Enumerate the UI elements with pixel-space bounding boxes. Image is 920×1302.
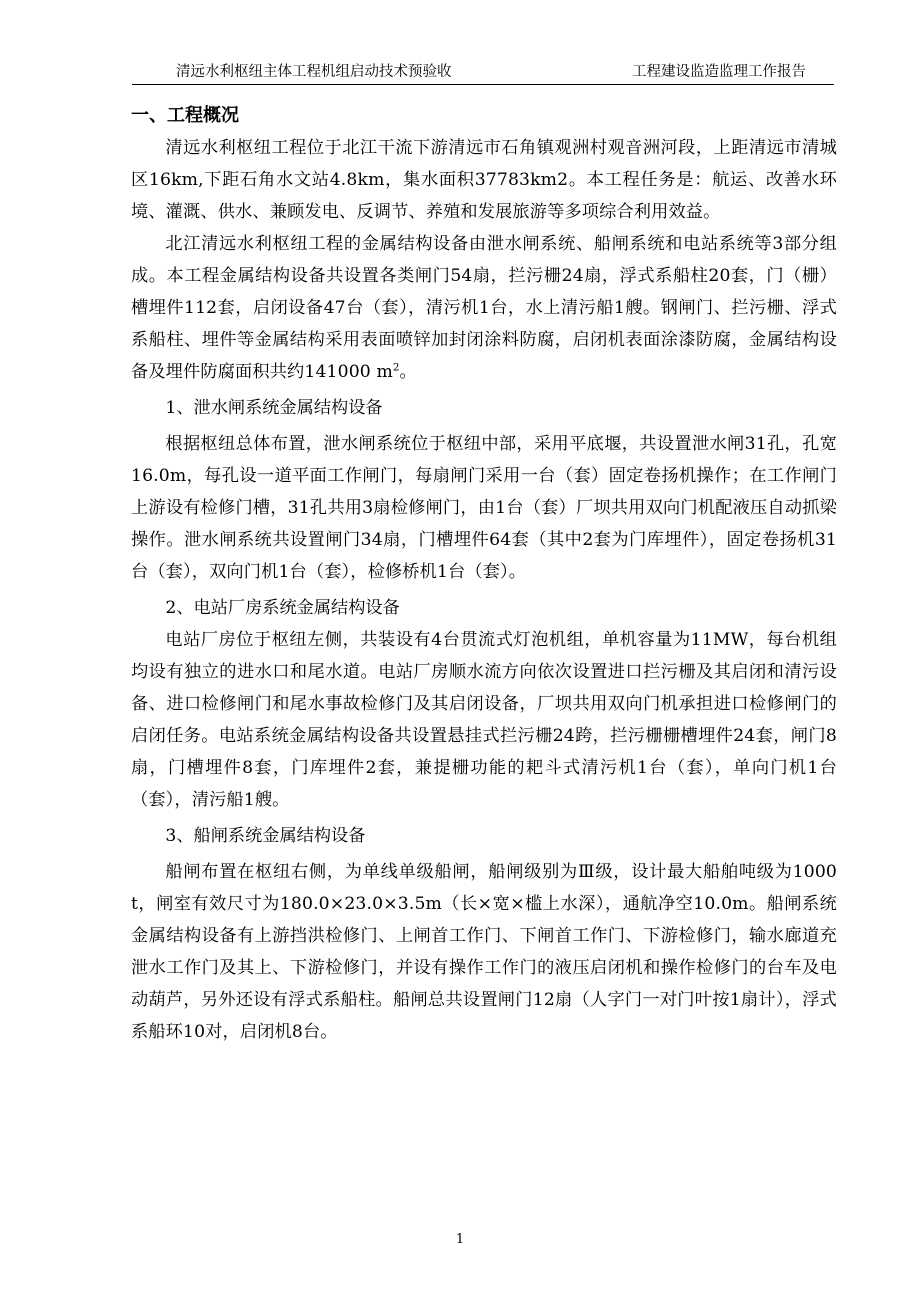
paragraph-metal-structure-end: 。 (399, 362, 417, 382)
document-body (131, 100, 837, 1048)
paragraph-project-location: 清远水利枢纽工程位于北江干流下游清远市石角镇观洲村观音洲河段，上距清远市清城区16km,下距石角水文站4.8km，集水面积37783km2。本工程任务是：航运、改善水环境、灌溉、供水、兼顾发电、反调节、养殖和发展旅游等多项综合利用效益。 (131, 138, 837, 222)
paragraph-shiplock-system: 船闸布置在枢纽右侧，为单线单级船闸，船闸级别为Ⅲ级，设计最大船舶吨级为1000t，闸室有效尺寸为180.0×23.0×3.5m（长×宽×槛上水深），通航净空10.0m。船闸系统金属结构设备有上游挡洪检修门、上闸首工作门、下闸首工作门、下游检修门，输水廊道充泄水工作门及其上、下游检修门，并设有操作工作门的液压启闭机和操作检修门的台车及电动葫芦，另外还设有浮式系船柱。船闸总共设置闸门12扇（人字门一对门叶按1扇计），浮式系船环10对，启闭机8台。 (131, 862, 837, 1042)
superscript-squared: 2 (392, 362, 400, 374)
paragraph-metal-structure-overview (131, 228, 837, 388)
paragraph-powerhouse-system: 电站厂房位于枢纽左侧，共装设有4台贯流式灯泡机组，单机容量为11MW，每台机组均设有独立的进水口和尾水道。电站厂房顺水流方向依次设置进口拦污栅及其启闭和清污设备、进口检修闸门和尾水事故检修门及其启闭设备，厂坝共用双向门机承担进口检修闸门的启闭任务。电站系统金属结构设备共设置悬挂式拦污栅24跨，拦污栅栅槽埋件24套，闸门8扇，门槽埋件8套，门库埋件2套，兼提栅功能的耙斗式清污机1台（套），单向门机1台（套），清污船1艘。 (131, 630, 837, 810)
paragraph-metal-structure-text: 北江清远水利枢纽工程的金属结构设备由泄水闸系统、船闸系统和电站系统等3部分组成。本工程金属结构设备共设置各类闸门54扇，拦污栅24扇，浮式系船柱20套，门（栅）槽埋件112套，启闭设备47台（套），清污机1台，水上清污船1艘。钢闸门、拦污栅、浮式系船柱、埋件等金属结构采用表面喷锌加封闭涂料防腐，启闭机表面涂漆防腐，金属结构设备及埋件防腐面积共约141000 m (131, 234, 837, 382)
subheading-shiplock-system: 3、船闸系统金属结构设备 (165, 826, 366, 846)
page-number: 1 (455, 1232, 465, 1247)
header-right-title: 工程建设监造监理工作报告 (632, 64, 806, 80)
page-header (132, 62, 834, 84)
subheading-powerhouse-system: 2、电站厂房系统金属结构设备 (165, 598, 400, 618)
paragraph-spillway-system: 根据枢纽总体布置，泄水闸系统位于枢纽中部，采用平底堰，共设置泄水闸31孔，孔宽16.0m，每孔设一道平面工作闸门，每扇闸门采用一台（套）固定卷扬机操作；在工作闸门上游设有检修门槽，31孔共用3扇检修闸门，由1台（套）厂坝共用双向门机配液压自动抓梁操作。泄水闸系统共设置闸门34扇，门槽埋件64套（其中2套为门库埋件），固定卷扬机31台（套），双向门机1台（套），检修桥机1台（套）。 (131, 434, 837, 582)
section-title: 一、工程概况 (131, 105, 239, 126)
header-divider (132, 84, 834, 85)
subheading-spillway-system: 1、泄水闸系统金属结构设备 (165, 398, 383, 418)
header-left-title: 清远水利枢纽主体工程机组启动技术预验收 (176, 64, 452, 80)
